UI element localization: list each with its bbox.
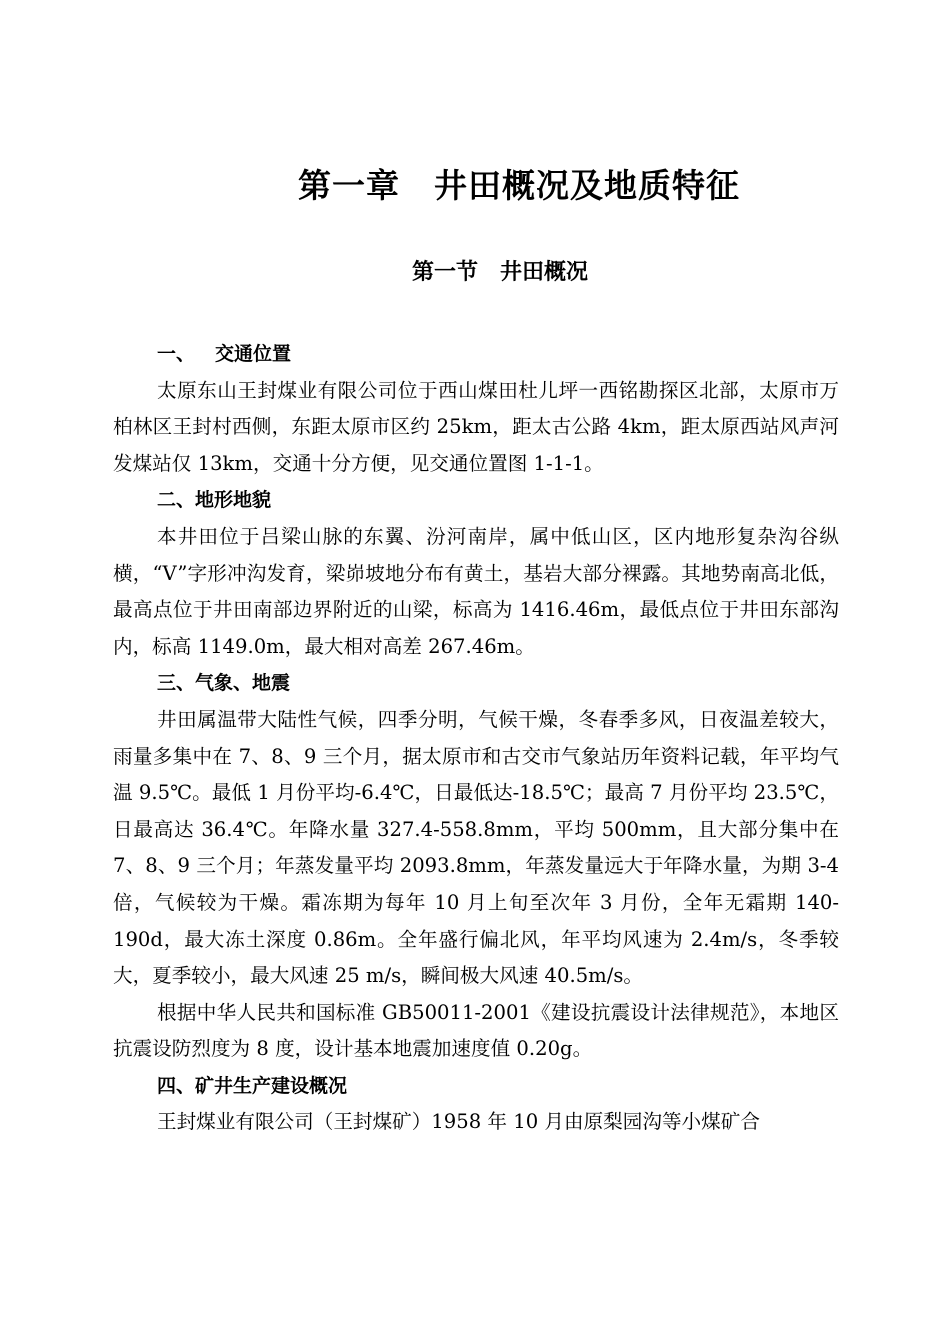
paragraph-climate: 井田属温带大陆性气候，四季分明，气候干燥，冬春季多风，日夜温差较大，雨量多集中在 7、8、9 三个月，据太原市和古交市气象站历年资料记载，年平均气温 9.5℃。最低 1 月份平均-6.4℃，日最低达-18.5℃；最高 7 月份平均 23.5℃，日最高达 36.4℃。年降水量 327.4-558.8mm，平均 500mm，且大部分集中在 7、8、9 三个月；年蒸发量平均 2093.8mm，年蒸发量远大于年降水量，为期 3-4 倍，气候较为干燥。霜冻期为每年 10 月上旬至次年 3 月份，全年无霜期 140-190d，最大冻土深度 0.86m。全年盛行偏北风，年平均风速为 2.4m/s，冬季较大，夏季较小，最大风速 25 m/s，瞬间极大风速 40.5m/s。	[113, 707, 839, 988]
heading-terrain: 二、地形地貌	[157, 489, 272, 512]
heading-mine-construction: 四、矿井生产建设概况	[157, 1074, 348, 1097]
chapter-title: 第一章 井田概况及地质特征	[298, 166, 740, 205]
paragraph-earthquake: 根据中华人民共和国标准 GB50011-2001《建设抗震设计法律规范》，本地区抗震设防烈度为 8 度，设计基本地震加速度值 0.20g。	[113, 1000, 839, 1061]
paragraph-terrain: 本井田位于吕梁山脉的东翼、汾河南岸，属中低山区，区内地形复杂沟谷纵横，“V”字形冲沟发育，梁峁坡地分布有黄土，基岩大部分裸露。其地势南高北低，最高点位于井田南部边界附近的山梁，标高为 1416.46m，最低点位于井田东部沟内，标高 1149.0m，最大相对高差 267.46m。	[113, 524, 839, 658]
paragraph-traffic-location: 太原东山王封煤业有限公司位于西山煤田杜儿坪一西铭勘探区北部，太原市万柏林区王封村西侧，东距太原市区约 25km，距太古公路 4km，距太原西站风声河发煤站仅 13km，交通十分方便，见交通位置图 1-1-1。	[113, 378, 839, 475]
document-body	[113, 336, 839, 1141]
heading-traffic-location	[113, 336, 839, 373]
section-title: 第一节 井田概况	[411, 260, 588, 285]
heading-number: 一、	[157, 343, 196, 365]
heading-climate-earthquake: 三、气象、地震	[157, 672, 291, 695]
paragraph-mine-construction: 王封煤业有限公司（王封煤矿）1958 年 10 月由原梨园沟等小煤矿合	[157, 1110, 760, 1134]
heading-text: 交通位置	[215, 343, 292, 365]
